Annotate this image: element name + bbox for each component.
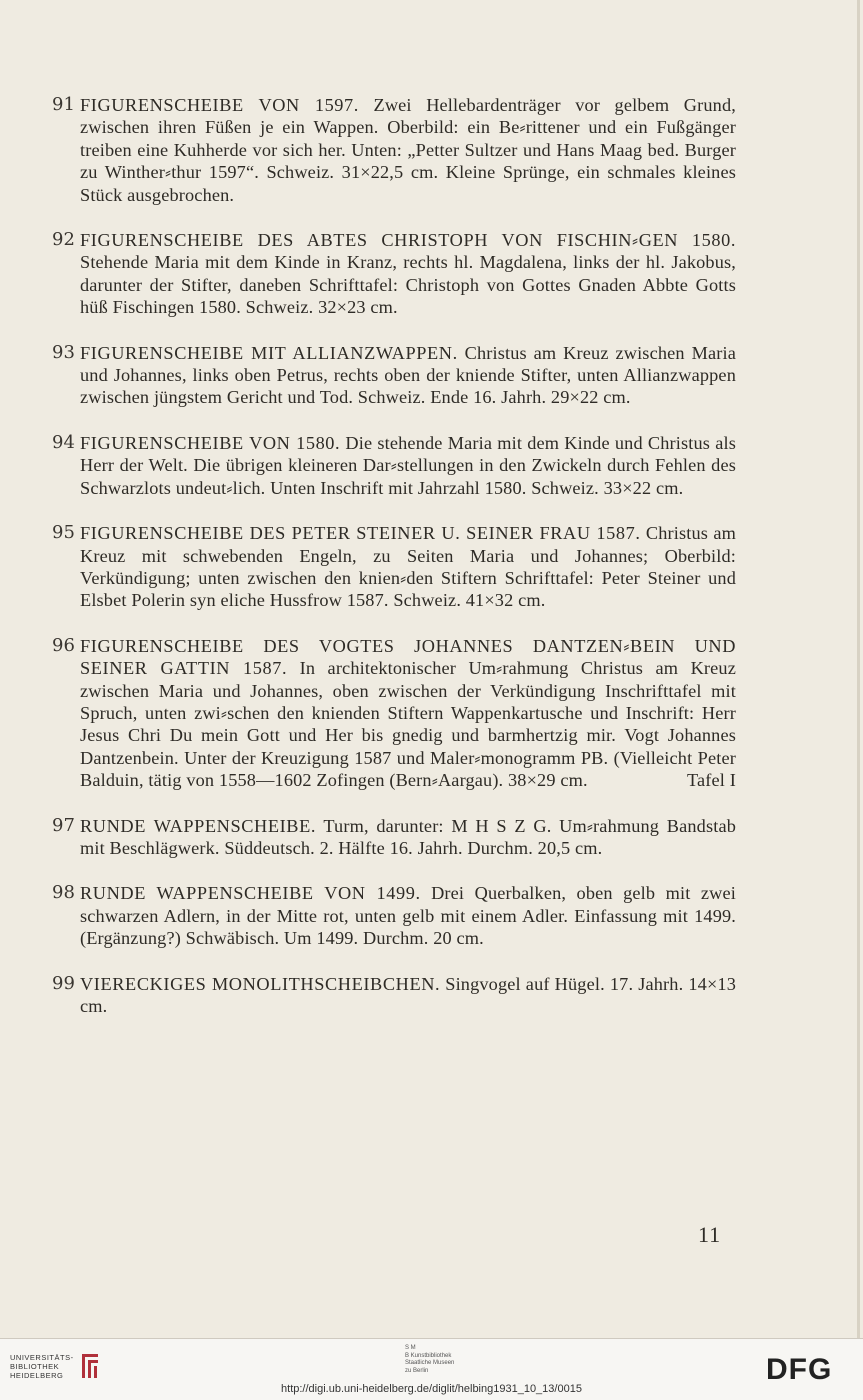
entry-description: Stehende Maria mit dem Kinde in Kranz, rechts hl. Magdalena, links der hl. Jakobus, darunter der Stifter, daneben Schrifttafel: Christoph von Gottes Gnaden Abbte Gotts hüß Fischingen 1580. Schweiz. 32×23 cm. — [80, 252, 736, 318]
entry-body — [80, 432, 736, 499]
heidelberg-logo-icon — [80, 1351, 102, 1381]
entry-title: FIGURENSCHEIBE DES VOGTES JOHANNES DANTZEN⸗BEIN UND SEINER GATTIN 1587. — [80, 635, 736, 679]
entry-body — [80, 635, 736, 792]
entry-description: Drei Querbalken, oben gelb mit zwei schwarzen Adlern, in der Mitte rot, unten gelb mit einem Adler. Einfassung mit 1499. (Ergänzung?) Schwäbisch. Um 1499. Durchm. 20 cm. — [80, 883, 736, 949]
catalogue-entry — [52, 815, 736, 860]
entry-number: 99 — [52, 972, 75, 994]
entry-body — [80, 94, 736, 206]
entry-body — [80, 522, 736, 612]
entry-body — [80, 229, 736, 319]
stamp-line: zu Berlin — [405, 1367, 429, 1374]
entry-description: Zwei Hellebardenträger vor gelbem Grund, zwischen ihren Füßen je ein Wappen. Oberbild: ein Be⸗rittener und ein Fußgänger treiben eine Kuhherde vor sich her. Unten: „Petter Sultzer und Hans Maag bed. Burger zu Winther⸗thur 1597“. Schweiz. 31×22,5 cm. Kleine Sprünge, ein schmales kleines Stück ausgebrochen. — [80, 95, 736, 205]
catalogue-entry — [52, 229, 736, 319]
entry-body — [80, 973, 736, 1018]
entry-title: FIGURENSCHEIBE DES PETER STEINER U. SEINER FRAU 1587. — [80, 523, 641, 544]
entry-title: VIERECKIGES MONOLITHSCHEIBCHEN. — [80, 973, 441, 994]
catalogue-entries — [52, 94, 736, 1040]
digitization-footer — [0, 1338, 863, 1400]
entry-title: FIGURENSCHEIBE DES ABTES CHRISTOPH VON FISCHIN⸗GEN 1580. — [80, 230, 736, 251]
entry-title: FIGURENSCHEIBE VON 1597. — [80, 95, 359, 115]
entry-number: 91 — [52, 94, 75, 115]
entry-number: 93 — [52, 341, 75, 363]
catalogue-entry — [52, 973, 736, 1018]
entry-description: In architektonischer Um⸗rahmung Christus am Kreuz zwischen Maria und Johannes, oben zwischen der Verkündigung Inschrifttafel mit Spruch, unten zwi⸗schen den knienden Stiftern Wappenkartusche und Inschrift: Herr Jesus Chri Du mein Gott und Her bis gnedig und barmhertzig mir. Vogt Johannes Dantzenbein. Unter der Kreuzigung 1587 und Maler⸗monogramm PB. (Vielleicht Peter Balduin, tätig von 1558—1602 Zofingen (Bern⸗Aargau). 38×29 cm. — [80, 658, 736, 791]
entry-description: Christus am Kreuz mit schwebenden Engeln, zu Seiten Maria und Johannes; Oberbild: Verkündigung; unten zwischen den knien⸗den Stiftern Schrifttafel: Peter Steiner und Elsbet Polerin syn eliche Hussfrow 1587. Schweiz. 41×32 cm. — [80, 523, 736, 611]
entry-number: 95 — [52, 522, 75, 544]
entry-title: FIGURENSCHEIBE MIT ALLIANZWAPPEN. — [80, 342, 458, 363]
catalogue-entry — [52, 342, 736, 409]
entry-title: RUNDE WAPPENSCHEIBE VON 1499. — [80, 883, 421, 904]
page-number: 11 — [698, 1222, 722, 1247]
entry-number: 98 — [52, 882, 75, 904]
catalogue-entry — [52, 522, 736, 612]
entry-number: 96 — [52, 634, 75, 656]
entry-description: Die stehende Maria mit dem Kinde und Christus als Herr der Welt. Die übrigen kleineren Dar⸗stellungen in den Zwickeln durch Fehlen des Schwarzlots undeut⸗lich. Unten Inschrift mit Jahrzahl 1580. Schweiz. 33×22 cm. — [80, 432, 736, 498]
catalogue-entry — [52, 94, 736, 206]
entry-number: 97 — [52, 814, 75, 836]
catalogue-entry — [52, 635, 736, 792]
catalogue-entry — [52, 432, 736, 499]
entry-description: Christus am Kreuz zwischen Maria und Johannes, links oben Petrus, rechts oben der kniende Stifter, unten Allianzwappen zwischen jüngstem Gericht und Tod. Schweiz. Ende 16. Jahrh. 29×22 cm. — [80, 342, 736, 408]
source-url-link[interactable]: http://digi.ub.uni-heidelberg.de/diglit/helbing1931_10_13/0015 — [281, 1383, 582, 1395]
university-logo-line: HEIDELBERG — [10, 1371, 64, 1380]
dfg-logo[interactable]: DFG — [766, 1353, 833, 1386]
entry-description: Singvogel auf Hügel. 17. Jahrh. 14×13 cm. — [80, 973, 736, 1016]
plate-reference: Tafel I — [687, 770, 736, 791]
entry-number: 92 — [52, 229, 75, 251]
catalogue-entry — [52, 882, 736, 949]
university-library-logo[interactable] — [10, 1353, 74, 1380]
stamp-line: Staatliche Museen — [405, 1360, 455, 1366]
university-logo-line: BIBLIOTHEK — [10, 1362, 60, 1371]
university-logo-line: UNIVERSITÄTS- — [10, 1353, 74, 1362]
stamp-line: S M — [405, 1345, 416, 1351]
entry-description: Turm, darunter: M H S Z G. Um⸗rahmung Bandstab mit Beschlägwerk. Süddeutsch. 2. Hälfte 16. Jahrh. Durchm. 20,5 cm. — [80, 815, 736, 858]
entry-number: 94 — [52, 431, 75, 453]
entry-body — [80, 342, 736, 409]
stamp-line: B Kunstbibliothek — [405, 1352, 452, 1359]
entry-body — [80, 815, 736, 860]
entry-title: RUNDE WAPPENSCHEIBE. — [80, 815, 317, 836]
library-stamp — [405, 1345, 454, 1375]
entry-title: FIGURENSCHEIBE VON 1580. — [80, 432, 341, 453]
entry-body — [80, 882, 736, 949]
